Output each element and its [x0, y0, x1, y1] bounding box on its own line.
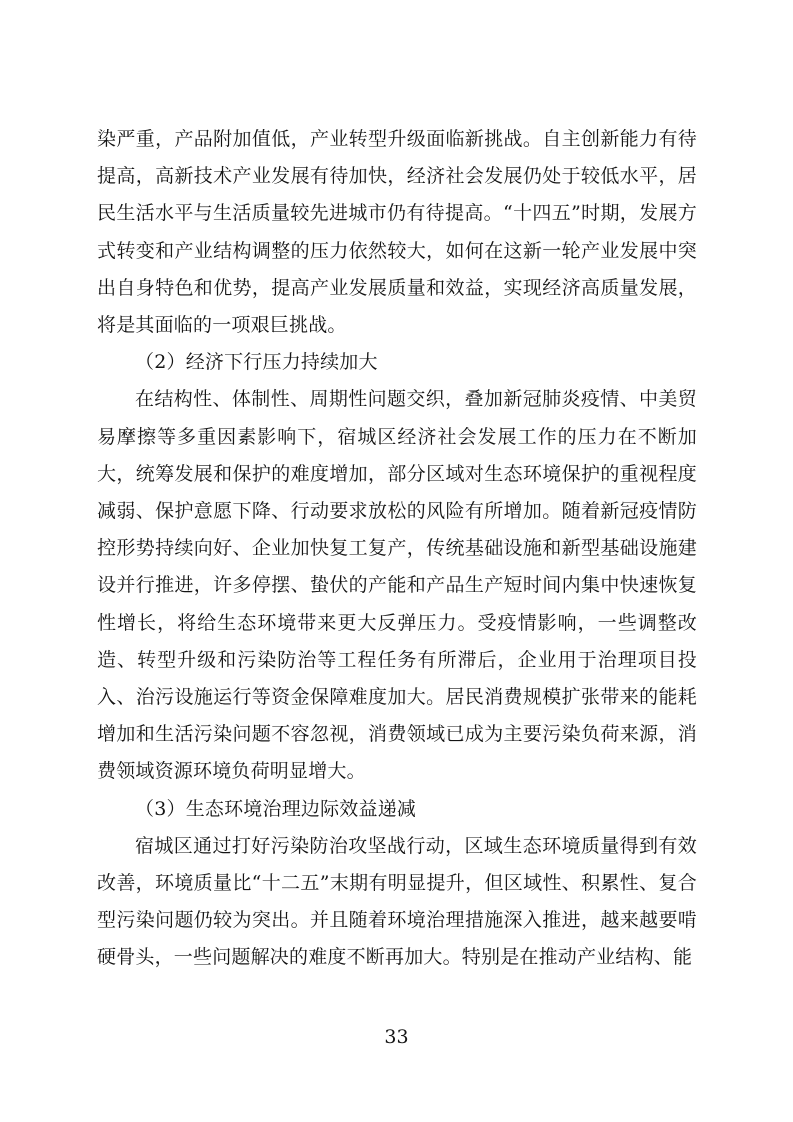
- paragraph-industry-challenge-continuation: 染严重，产品附加值低，产业转型升级面临新挑战。自主创新能力有待提高，高新技术产业发展有待加快，经济社会发展仍处于较低水平，居民生活水平与生活质量较先进城市仍有待提高。“十四五”时期，发展方式转变和产业结构调整的压力依然较大，如何在这新一轮产业发展中突出自身特色和优势，提高产业发展质量和效益，实现经济高质量发展，将是其面临的一项艰巨挑战。: [97, 128, 697, 337]
- page-number: 33: [384, 1026, 409, 1048]
- heading-marginal-benefit-decline: （3）生态环境治理边际效益递减: [135, 797, 417, 820]
- paragraph-marginal-benefit-decline: 宿城区通过打好污染防治攻坚战行动，区域生态环境质量得到有效改善，环境质量比“十二五”末期有明显提升，但区域性、积累性、复合型污染问题仍较为突出。并且随着环境治理措施深入推进，越来越要啃硬骨头，一些问题解决的难度不断再加大。特别是在推动产业结构、能: [97, 834, 697, 969]
- heading-economic-downturn-pressure: （2）经济下行压力持续加大: [135, 351, 378, 374]
- paragraph-economic-downturn-pressure: 在结构性、体制性、周期性问题交织，叠加新冠肺炎疫情、中美贸易摩擦等多重因素影响下，宿城区经济社会发展工作的压力在不断加大，统筹发展和保护的难度增加，部分区域对生态环境保护的重视程度减弱、保护意愿下降、行动要求放松的风险有所增加。随着新冠疫情防控形势持续向好、企业加快复工复产，传统基础设施和新型基础设施建设并行推进，许多停摆、蛰伏的产能和产品生产短时间内集中快速恢复性增长，将给生态环境带来更大反弹压力。受疫情影响，一些调整改造、转型升级和污染防治等工程任务有所滞后，企业用于治理项目投入、治污设施运行等资金保障难度加大。居民消费规模扩张带来的能耗增加和生活污染问题不容忽视，消费领域已成为主要污染负荷来源，消费领域资源环境负荷明显增大。: [97, 388, 697, 783]
- document-text-block: [97, 121, 697, 977]
